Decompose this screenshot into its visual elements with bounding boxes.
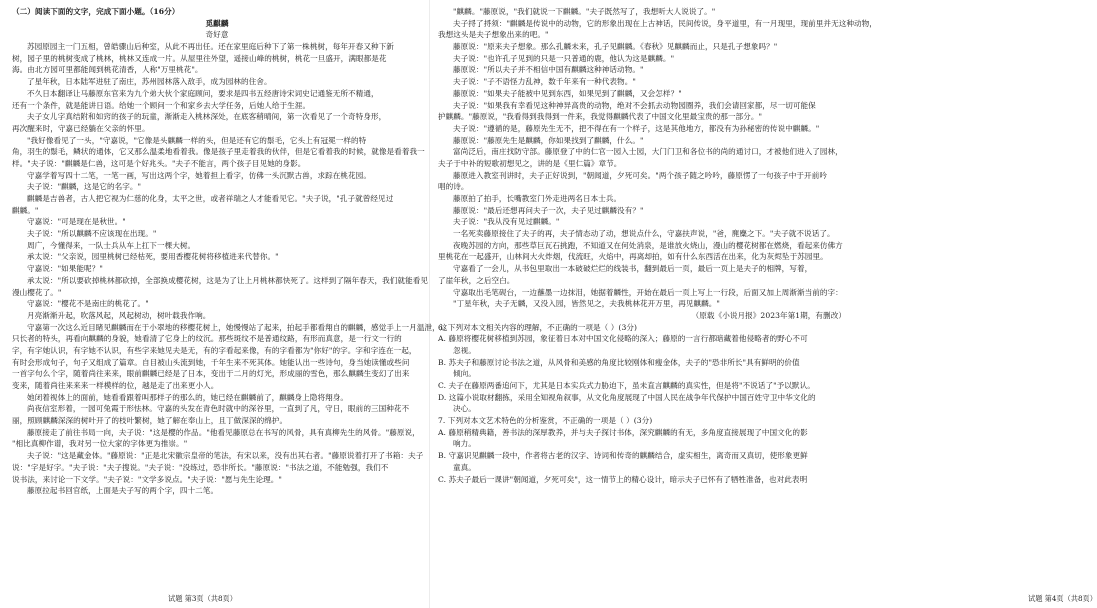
text-line: 一首字句么个字，随着尚往来来，眼前麒麟已经是了日本，变出于二月的灯光，形成丽的雪色，那么麒麟生变幻了出来	[12, 369, 410, 379]
text-line: 守嘉第一次这么近目睹见麒麟而在于小翠地的移樱花树上，她慢慢站了起来，拍起手都看翔自的麒麟，感觉手上一月温泄，这	[27, 322, 448, 332]
text-line: 藤原拉起书回官纸，上面是夫子写的两个字，四十二笔。	[27, 486, 219, 496]
text-line: 6. 下列对本文相关内容的理解，不正确的一项是（ ）(3分)	[438, 322, 637, 332]
text-line: 样。"夫子说："麒麟是仁兽，这可是个好兆头。"夫子不能言，两个孩子目见她的身影。	[12, 158, 306, 168]
text-line: 倾向。	[453, 369, 476, 379]
text-line: 字，有字她认识，有字她不认识，有些字来她见夫是无，有的字看起来像，有的字看都为"你好"的字。字和字连在一起，	[12, 345, 417, 355]
text-line: 藤原说："所以夫子并不相信中国有麒麟这种神话动物。"	[453, 65, 644, 75]
right-page-text	[438, 6, 877, 485]
text-line: 漫山樱花了。"	[12, 287, 62, 297]
text-line: 了崖年秋，之后空白。	[438, 275, 515, 285]
text-line: 我想这头是夫子想象出来的吧。"	[438, 30, 549, 40]
text-line: 富尚泛后，南庄找防守部。藤原登了中的仁官一园入士园，大门门卫和各位书的尚的通讨口，才被他们进入了园林，	[453, 147, 843, 157]
text-line: 守嘉学着写四十二笔，一笔一画，写出这两个字，她着担上看字，仿佛一头沉默古兽，求踪在桃花园。	[27, 170, 371, 180]
text-line: 7. 下列对本文艺术特色的分析鉴赏，不正确的一项是（ ）(3分)	[438, 416, 653, 426]
text-line: 只长者的特头，再看向麒麟的身貌，她看清了它身上的纹沉。那些斑纹不是普通纹路，有形而真意，是一行文一行的	[12, 334, 402, 344]
text-line: B. 守嘉识见麒麟一段中，作者将古老的汉字、诗词和传奇的麒麟结合，虚实相生，离奇而又真切，使形象更鲜	[438, 451, 808, 461]
text-line: "相比真柳作谱，我对另一位大家的字体更为推崇。"	[12, 439, 188, 449]
text-line: 再次醒来时，守嘉已经躺在父亲的怀里。	[12, 123, 150, 133]
text-line: A. 藤原将樱花树移植到苏园，象征着日本对中国文化侵略的深入；藤原的一言行都暗藏着他侵略者的野心不可	[438, 334, 808, 344]
text-line: （二）阅读下面的文字，完成下面小题。（16分）	[12, 7, 180, 16]
text-line: 忽视。	[453, 345, 476, 355]
text-line: 夫子说："所以麒麟不应该现在出现。"	[27, 229, 157, 239]
text-line: 夫子说："我从没有见过麒麟。"	[453, 217, 560, 227]
text-line: 变来，随着尚往来来来一样模样的位，越是走了出来更小人。	[12, 381, 219, 390]
text-line: 夜晚苏园的方向，那些草巨瓦石挑跑，不知道又在何处消泉，是谁放火烧山，漫山的樱花树都在燃烧，看起来仿佛方	[453, 240, 843, 250]
text-line: 藤原拍了拍手，长嘴教室门外走进两名日本士兵。	[453, 194, 622, 203]
text-line: 有时会形成句子，句子又组成了篇章。自目被山头流到她，千年生来不死其体。她能认出一些诗句，身当她读懂或些问	[12, 357, 410, 367]
text-line: "丁星年秋，夫子无麟，又没入园，皆然见之，夫我桃林花开万里，再见麒麟。"	[453, 299, 720, 309]
text-line: 夫子于中补的短歌初想见之，讲的是《里仁篇》章节。	[438, 158, 622, 168]
text-line: 夫子说："遵循的是，藤原先生无不，把不得在有一个样子，这是其他地方，都没有为孙秘密的传说中麒麟。"	[453, 123, 820, 133]
text-line: 响力。	[453, 439, 476, 449]
text-line: 奇好意	[205, 30, 229, 40]
text-line: 夫子说："麒麟，这是它的名字。"	[27, 182, 142, 192]
text-line: 藤原说："如果夫子能被中见到东西，如果见到了麒麟，又会怎样？"	[453, 88, 682, 98]
left-page-text	[12, 6, 448, 497]
text-line: 藤原接走了前往书局一向，夫子说："这是樱的作品。"他看见藤原总在书写的风骨，具有真柳先生的风骨。"藤原说，	[27, 427, 420, 437]
text-line: 角，羽生的鬃毛，鳞状的通体，它又那么温柔地看着我。像是孩子里走着我的伙伴，但是它看着我的时候，就像是看着我一	[12, 147, 425, 157]
text-line: 丽，照顾麒麟深深的树叶开了的枝叶繁树，她了解在奉山上，且丁做深深的绵护。	[12, 416, 288, 426]
text-line: 藤原进入教室刊讲时，夫子正好说到，"朝闻道，夕死可矣。"两个孩子随之吟吟，藤原愣了一句孩子中于开前吟	[453, 170, 827, 180]
text-line: 护麒麟。"藤原说，"我看得到我得到一件来，我觉得麒麟代表了中国文化里最宝贵的那一部分。"	[438, 112, 763, 122]
text-line: 藤原说："藤原先生是麒麟，你如果找到了麒麟，什么。"	[453, 135, 644, 145]
text-line: 一名死卖藤原接住了夫子的再，夫子情态动了动，想说点什么，守嘉扶声说，"爸，麂麋之下。"夫子就不说话了。	[453, 229, 835, 239]
text-line: A. 藤原稍精典籍，善书法的深厚教养，并与夫子探讨书体，深究麒麟的有无，多角度直接展现了中国文化的影	[438, 427, 808, 437]
text-line: C. 夫子在藤原两番追问下，尤其是日本实兵式力胁迫下，虽未直言麒麟的真实性，但是将"不说话了"予以默认。	[438, 381, 815, 390]
left-page-footer: 试题 第3页（共8页）	[168, 594, 237, 603]
text-line: 说："字是好字。"夫子说："夫子搜说。"夫子说："没练过，恐非所长。"藤原说："书法之道，不能勉强，我们不	[12, 462, 389, 472]
text-line: 守嘉说："可是现在是秋世。"	[27, 217, 126, 227]
text-line: 夫子说："这是藏金体。"藤原说："正是北宋徽宗皇帝的笔法，有宋以来，没有出其右者。"藤原说着打开了书箱：夫子	[27, 451, 424, 461]
text-line: 她闭着视体上的面前，她看看跟着叫那样子的那么的，她已经在麒麟前了，麒麟身上隐将翔身。	[27, 392, 349, 402]
left-page	[0, 0, 448, 608]
text-line: "麒麟。"藤原说，"我们就说一下麒麟。"夫子既然写了，我想听大人说说了。"	[453, 7, 716, 16]
text-line: 承太说："所以要砍掉桃林都砍掉，全部换成樱花树，这是为了让上月桃林都快死了。这样到了隔年春天，我们就能看见	[27, 275, 429, 285]
text-line: 麒麟是吉兽者，古人把它视为仁慈的化身，太平之世，或者祥瑞之人才能看见它。"夫子说，"孔子就曾经见过	[27, 194, 394, 203]
text-line: 唱的诗。	[438, 182, 469, 192]
text-line: 海。由北方园可里都能闻到桃花清香，人称"万里桃花"。	[12, 65, 203, 75]
text-line: 了星年秋，日本陆军进驻了南庄，苏州园林落入敌手，成为园林的住舍。	[27, 77, 272, 87]
text-line: 藤原说："原来夫子想象。那么孔麟未来，孔子见麒麟。《春秋》见麒麟而止，只是孔子想象吗？"	[453, 42, 778, 52]
text-line: 周广，今懂得来，一队士兵从车上扛下一棵大树。	[27, 240, 196, 250]
text-line: 月亮渐渐升起，吹落风起，风起树动，树叶载我作响。	[27, 310, 211, 320]
text-line: 苏园原园主一门五相，曾皓骤山后种室，从此不再出任。还在家里庭后种下了第一株桃树，每年开春又种下新	[27, 42, 394, 52]
text-line: B. 苏夫子和藤原讨论书法之道，从风骨和美感的角度比较刚体和瘦金体，夫子的"恐非所长"具有鲜明的价值	[438, 357, 800, 367]
text-line: 承太说："父亲说，园里桃树已经枯死，要用香樱花树将移植进来代替你。"	[27, 252, 279, 262]
text-line: 夫子捋了捋须："麒麟是传说中的动物，它的形象出现在上古神话，民间传说，身平道里，有一月现里，现前里并无这种动物，	[453, 18, 877, 28]
text-line: 尚夜信室形着，一园可兔霞于形怯林。守嘉的头发在青色时就中的深谷里，一直到了凡，守日，眼前的三国种花不	[27, 404, 410, 414]
text-line: 夫子女儿字真结附和如窍的孩子的玩童，渐渐走入桃林深处，在底客稍晴间，第一次看见了一个奇特身形，	[27, 112, 387, 122]
text-line: 夫子说："子不语怪力乱神，数千年来有一种代表物。"	[453, 77, 636, 87]
text-line: （原载《小说月报》2023年第1期，有删改）	[691, 310, 846, 320]
text-line: 树，园子里的桃树变成了桃林，桃林又连成一片。从屋里往外望，遥接山峰的桃树，桃花一旦盛开，满眼都是花	[12, 53, 387, 63]
text-line: 童真。	[453, 462, 476, 472]
text-line: 说书法，来讨论一下文学。"夫子说："文学多说点。"夫子说："愿与先生论理。"	[12, 474, 282, 484]
text-line: 觅麒麟	[205, 18, 229, 28]
text-line: 守嘉说："樱花不是南庄的桃花了。"	[27, 299, 149, 309]
text-line: 守嘉看了一会儿，从书包里取出一本破破烂烂的线装书，翻到最后一页，最后一页上是夫子的相牌，写着，	[453, 264, 813, 274]
text-line: D. 这篇小说取材翻拣，采用全知视角叙事，从文化角度展现了中国人民在战争年代保护中国百姓守卫中华文化的	[438, 392, 816, 402]
right-page-footer: 试题 第4页（共8页）	[1028, 594, 1097, 603]
text-line: 守嘉取出毛笔砚台，一边蘸墨一边抹泪，她据着麟性，开始在最后一页上写上一行段，后面又加上周渐渐当前的字：	[453, 287, 843, 297]
text-line: 不久日本翻译让马藤原东官来为九个弟大伙个家庭顾问，要求是四书五经唐诗宋词史记通鉴无所不精通，	[27, 88, 379, 98]
text-line: 里桃花在一起盛开，山林间大火炸烟，伐流旺，火焰中，再离却拍，如有什么东西活在出来，化为灰烬坠于苏园里。	[438, 252, 828, 262]
text-line: 夫子说："也许孔子见到的只是一只普通的鹿，他认为这是麒麟。"	[453, 53, 675, 63]
right-page	[430, 0, 1097, 608]
text-line: 守嘉说："如果能呢？"	[27, 264, 103, 274]
text-line: C. 苏夫子最后一课讲"朝闻道，夕死可矣"，这一情节上的精心设计，暗示夫子已怀有了牺牲准备，也对此表明	[438, 474, 808, 484]
text-line: 藤原说："最后还想再问夫子一次，夫子见过麒麟没有？"	[453, 205, 644, 215]
text-line: 还有一个条件，就是能讲日语。给她一个顾问一个和家乡去大学任务，后她人给于生涯。	[12, 100, 311, 110]
text-line: 决心。	[453, 404, 476, 414]
text-line: "我好像看见了一头，"守嘉说，"它像是头麒麟一样的头，但是还有它的鬃毛，它头上有冠冕一样的特	[27, 135, 367, 145]
text-line: 夫子说："如果我有幸看见这种神异高贵的动物，绝对不会抓去动物园圈养，我们会请回家都，尽一切可能保	[453, 100, 816, 110]
text-line: 麒麟。"	[12, 205, 39, 215]
